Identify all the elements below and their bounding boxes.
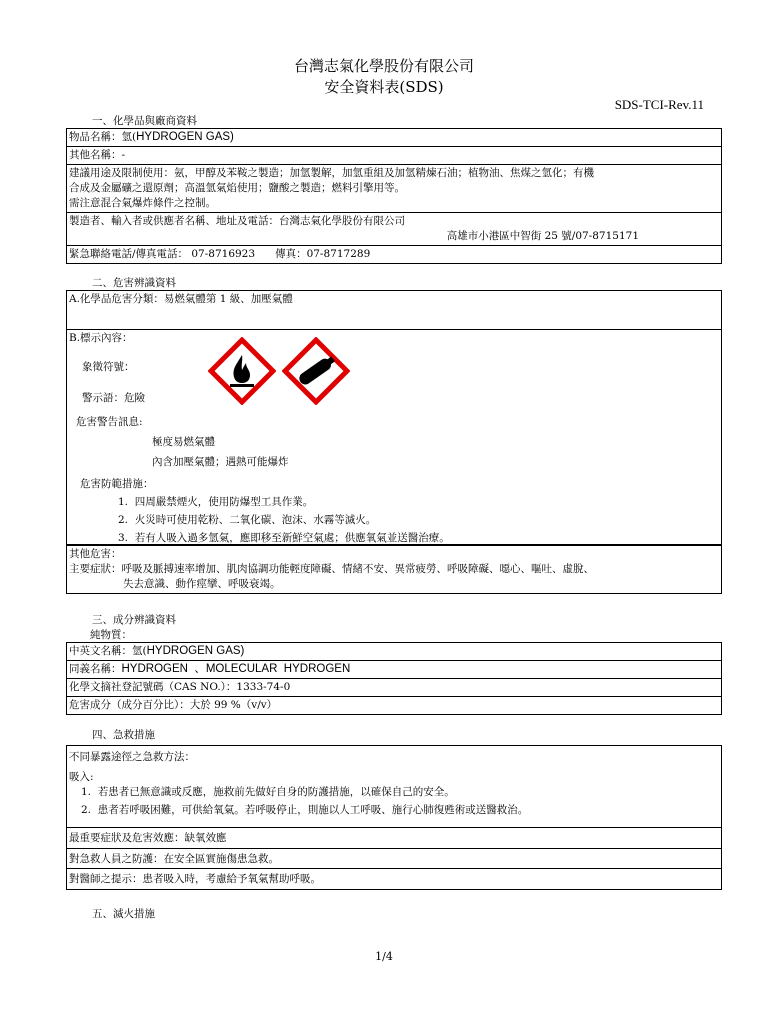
- precaution-item: 2. 火災時可使用乾粉、二氧化碳、泡沫、水霧等滅火。: [118, 514, 377, 526]
- usage-line-2: 合成及金屬礦之還原劑；高溫氫氣焰使用；鹽酸之製造；燃料引擎用等。: [69, 182, 405, 194]
- pure-substance-label: 純物質：: [90, 629, 132, 641]
- usage-row: [67, 165, 721, 213]
- name-label: 中英文名稱：: [69, 645, 132, 657]
- usage-line-1: 建議用途及限制使用：氨，甲醇及苯鞍之製造；加氫製解，加氫重組及加氫精煉石油；植物油、焦煤之氫化；有機: [69, 167, 594, 179]
- other-hazards-box: [66, 545, 722, 594]
- section3-table: [66, 642, 722, 715]
- other-names-row: 其他名稱：-: [67, 147, 721, 165]
- exposure-route-heading: 不同暴露途徑之急救方法：: [69, 751, 195, 763]
- first-aid-methods-box: [66, 745, 722, 828]
- hazard-class-box: [66, 290, 722, 330]
- hazard-content-row: 危害成分（成分百分比）：大於 99 %（v/v）: [69, 699, 278, 711]
- section1-table: [66, 128, 722, 264]
- emergency-phone-row: 緊急聯絡電話/傳真電話： 07-8716923 傳真：07-8717289: [69, 248, 371, 260]
- name-en: HYDROGEN GAS): [146, 645, 245, 657]
- flame-pictogram-icon: [208, 337, 276, 405]
- section5-heading: 五、滅火措施: [92, 908, 155, 920]
- precaution-item: 1. 四周嚴禁煙火，使用防爆型工具作業。: [118, 496, 314, 508]
- symptoms-line-2: 失去意識、動作痙攣、呼吸衰竭。: [123, 578, 281, 590]
- manufacturer-line-1: 製造者、輸入者或供應者名稱、地址及電話：台灣志氣化學股份有限公司: [69, 215, 405, 227]
- revision-code: SDS-TCI-Rev.11: [614, 97, 704, 112]
- rescuer-protection-row: 對急救人員之防護：在安全區實施傷患急救。: [67, 849, 721, 869]
- first-aid-notes-table: [66, 828, 722, 890]
- chinese-english-name-row: [67, 643, 721, 661]
- hazard-warning-2: 內含加壓氣體；遇熱可能爆炸: [152, 456, 289, 468]
- synonym-label: 同義名稱：: [69, 663, 122, 675]
- section1-heading: 一、化學品與廠商資料: [92, 115, 197, 127]
- hazard-warning-1: 極度易燃氣體: [152, 436, 215, 448]
- synonym-en: HYDROGEN 、MOLECULAR HYDROGEN: [121, 663, 351, 675]
- label-content-heading: B.標示內容：: [69, 332, 133, 344]
- document-title: 安全資料表(SDS): [324, 78, 444, 96]
- cas-number-row: 化學文摘社登記號碼（CAS NO.）：1333-74-0: [67, 679, 721, 697]
- company-title: 台灣志氣化學股份有限公司: [293, 57, 474, 75]
- other-hazards-label: 其他危害：: [69, 548, 122, 560]
- synonym-row: [67, 661, 721, 679]
- key-symptoms-row: 最重要症狀及危害效應：缺氧效應: [67, 828, 721, 849]
- name-char: 氫(: [132, 645, 147, 657]
- gas-cylinder-pictogram-icon: [282, 337, 350, 405]
- manufacturer-address: 高雄市小港區中智街 25 號/07-8715171: [446, 230, 639, 242]
- product-name-en: HYDROGEN GAS): [136, 131, 234, 143]
- doctor-note-row: 對醫師之提示：患者吸入時，考慮給予氧氣幫助呼吸。: [69, 873, 321, 885]
- hazard-warning-heading: 危害警告訊息:: [76, 416, 143, 428]
- precaution-heading: 危害防範措施：: [80, 478, 154, 490]
- section4-heading: 四、急救措施: [92, 729, 155, 741]
- precaution-item: 3. 若有人吸入過多氫氣，應即移至新鮮空氣處；供應氧氣並送醫治療。: [118, 532, 450, 544]
- manufacturer-row: [67, 213, 721, 246]
- product-name-row: [67, 129, 721, 147]
- signal-word: 警示語：危險: [82, 392, 145, 404]
- usage-line-3: 需注意混合氣爆炸條件之控制。: [69, 197, 216, 209]
- section2-heading: 二、危害辨識資料: [92, 277, 176, 289]
- product-name-char: 氫(: [121, 131, 137, 143]
- product-name-label: 物品名稱：: [69, 131, 122, 143]
- section3-heading: 三、成分辨識資料: [92, 614, 176, 626]
- first-aid-step: 1. 若患者已無意識或反應，施救前先做好自身的防護措施，以確保自己的安全。: [81, 786, 455, 798]
- hazard-class-line: A.化學品危害分類：易燃氣體第 1 級、加壓氣體: [69, 293, 293, 305]
- symbol-label: 象徵符號：: [82, 361, 135, 373]
- inhalation-label: 吸入:: [69, 771, 94, 783]
- first-aid-step: 2. 患者若呼吸困難，可供給氧氣。若呼吸停止，則施以人工呼吸、施行心肺復甦術或送醫救治。: [81, 804, 529, 816]
- symptoms-line-1: 主要症狀：呼吸及脈搏速率增加、肌肉協調功能輕度障礙、情緒不安、異常疲勞、呼吸障礙、噁心、嘔吐、虛脫、: [69, 563, 594, 575]
- page-number: 1/4: [375, 950, 393, 963]
